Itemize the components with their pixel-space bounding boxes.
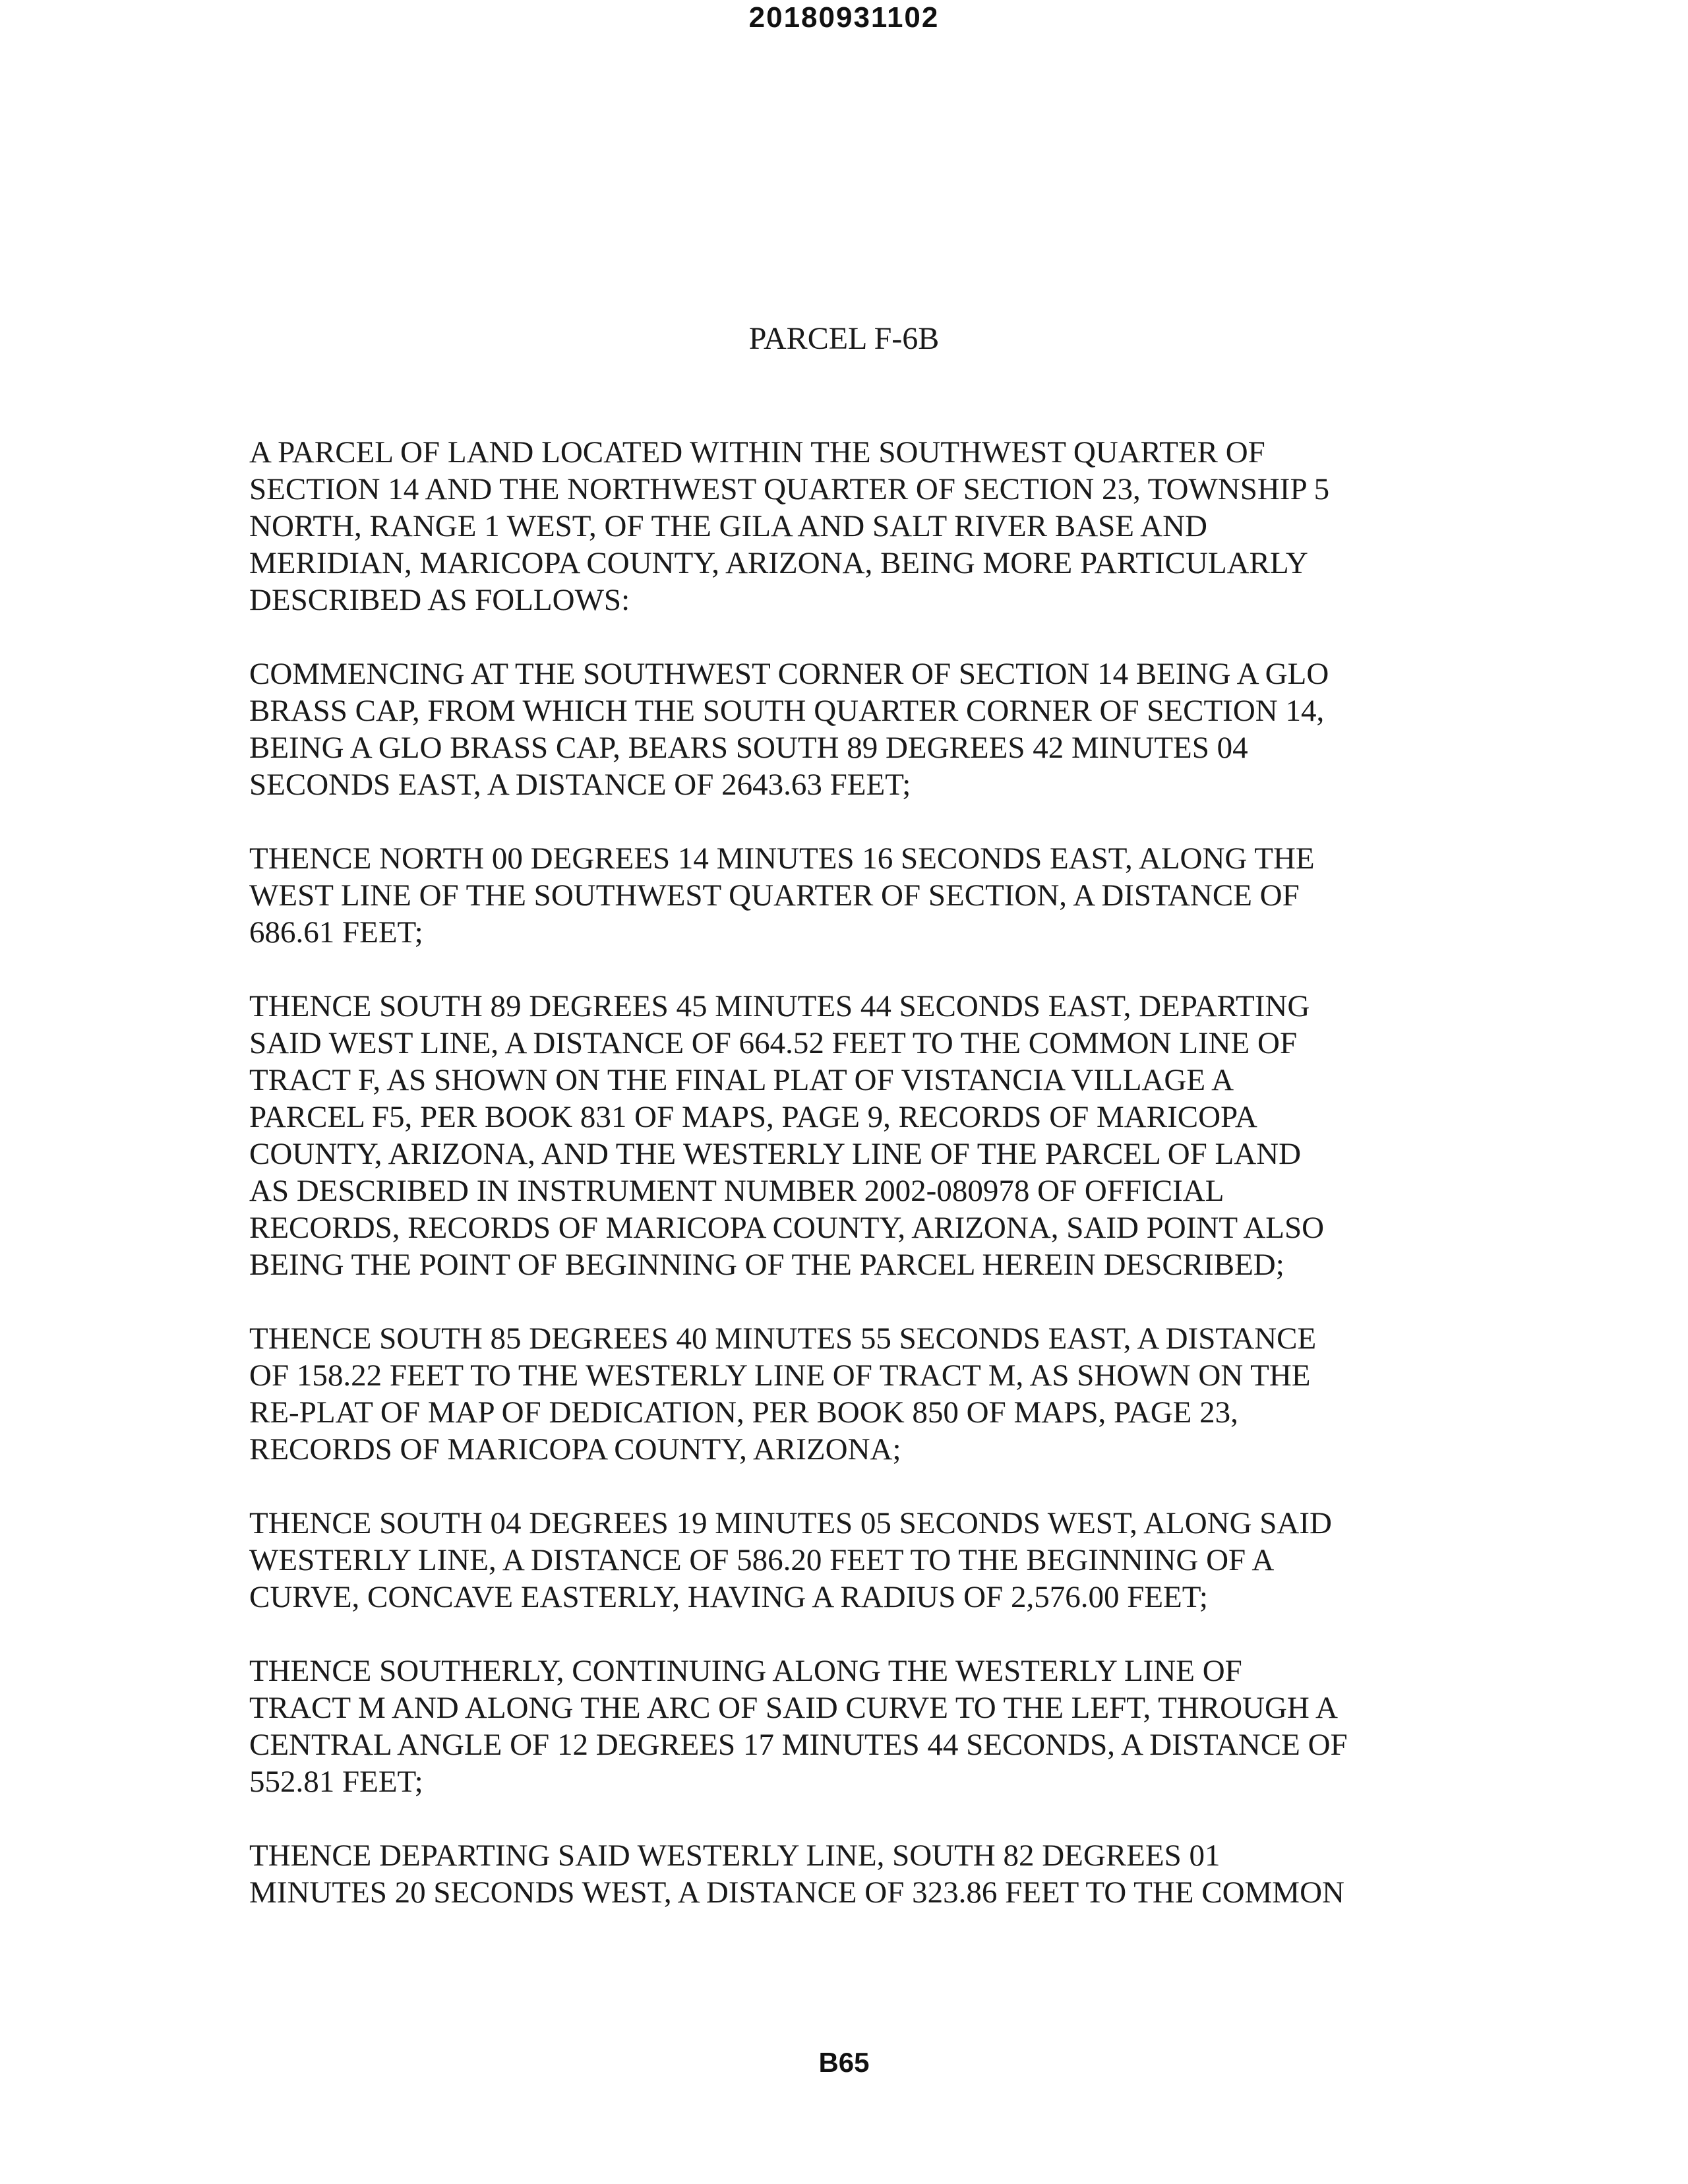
- paragraph-point-of-beginning: THENCE SOUTH 89 DEGREES 45 MINUTES 44 SECONDS EAST, DEPARTING SAID WEST LINE, A DISTANCE OF 664.52 FEET TO THE COMMON LINE OF TRACT F, AS SHOWN ON THE FINAL PLAT OF VISTANCIA VILLAGE A PARCEL F5, PER BOOK 831 OF MAPS, PAGE 9, RECORDS OF MARICOPA COUNTY, ARIZONA, AND THE WESTERLY LINE OF THE PARCEL OF LAND AS DESCRIBED IN INSTRUMENT NUMBER 2002-080978 OF OFFICIAL RECORDS, RECORDS OF MARICOPA COUNTY, ARIZONA, SAID POINT ALSO BEING THE POINT OF BEGINNING OF THE PARCEL HEREIN DESCRIBED;: [249, 989, 1325, 1282]
- paragraph-course-north: THENCE NORTH 00 DEGREES 14 MINUTES 16 SECONDS EAST, ALONG THE WEST LINE OF THE SOUTHWEST QUARTER OF SECTION, A DISTANCE OF 686.61 FEET;: [249, 841, 1315, 950]
- paragraph-curve-arc: THENCE SOUTHERLY, CONTINUING ALONG THE WESTERLY LINE OF TRACT M AND ALONG THE ARC OF SAID CURVE TO THE LEFT, THROUGH A CENTRAL ANGLE OF 12 DEGREES 17 MINUTES 44 SECONDS, A DISTANCE OF 552.81 FEET;: [249, 1654, 1348, 1799]
- parcel-title: PARCEL F-6B: [748, 321, 940, 356]
- page-label: B65: [818, 2047, 870, 2078]
- paragraph-course-east: THENCE SOUTH 85 DEGREES 40 MINUTES 55 SECONDS EAST, A DISTANCE OF 158.22 FEET TO THE WESTERLY LINE OF TRACT M, AS SHOWN ON THE RE-PLAT OF MAP OF DEDICATION, PER BOOK 850 OF MAPS, PAGE 23, RECORDS OF MARICOPA COUNTY, ARIZONA;: [249, 1321, 1317, 1467]
- paragraph-parcel-location: A PARCEL OF LAND LOCATED WITHIN THE SOUTHWEST QUARTER OF SECTION 14 AND THE NORTHWEST QUARTER OF SECTION 23, TOWNSHIP 5 NORTH, RANGE 1 WEST, OF THE GILA AND SALT RIVER BASE AND MERIDIAN, MARICOPA COUNTY, ARIZONA, BEING MORE PARTICULARLY DESCRIBED AS FOLLOWS:: [249, 435, 1330, 617]
- paragraph-course-west: THENCE DEPARTING SAID WESTERLY LINE, SOUTH 82 DEGREES 01 MINUTES 20 SECONDS WEST, A DISTANCE OF 323.86 FEET TO THE COMMON: [249, 1838, 1344, 1910]
- paragraph-course-south: THENCE SOUTH 04 DEGREES 19 MINUTES 05 SECONDS WEST, ALONG SAID WESTERLY LINE, A DISTANCE OF 586.20 FEET TO THE BEGINNING OF A CURVE, CONCAVE EASTERLY, HAVING A RADIUS OF 2,576.00 FEET;: [249, 1506, 1332, 1614]
- paragraph-commencing: COMMENCING AT THE SOUTHWEST CORNER OF SECTION 14 BEING A GLO BRASS CAP, FROM WHICH THE SOUTH QUARTER CORNER OF SECTION 14, BEING A GLO BRASS CAP, BEARS SOUTH 89 DEGREES 42 MINUTES 04 SECONDS EAST, A DISTANCE OF 2643.63 FEET;: [249, 657, 1329, 802]
- recording-number: 20180931102: [748, 1, 940, 34]
- legal-description: [249, 434, 1410, 1948]
